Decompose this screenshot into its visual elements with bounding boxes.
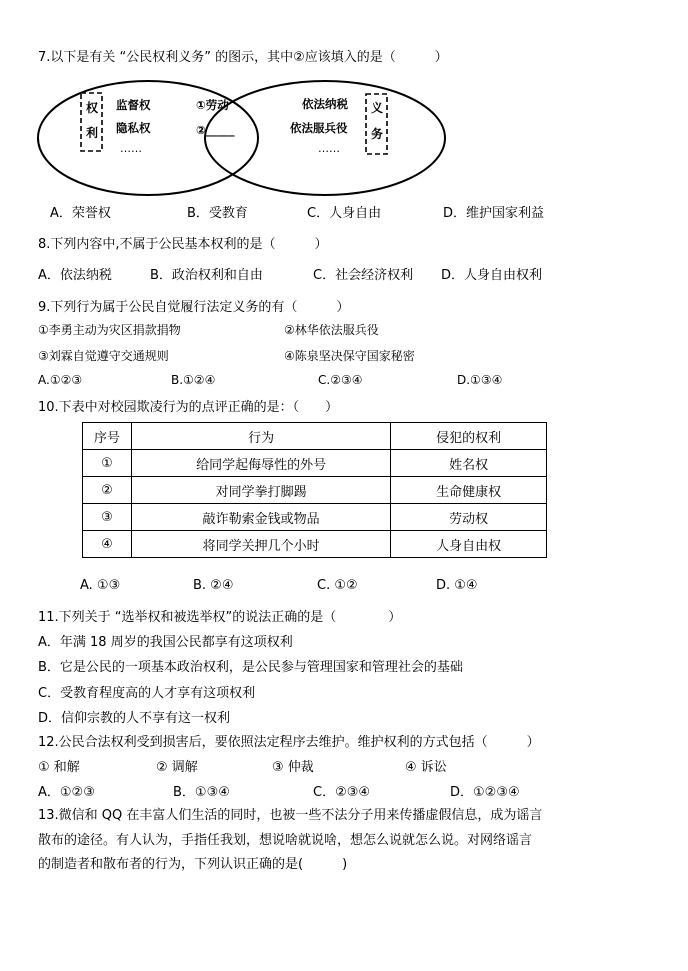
q12-option-c: C．②③④ (313, 785, 371, 800)
q8-option-d: D．人身自由权利 (441, 268, 543, 283)
q12-item-1: ① 和解 (38, 760, 80, 775)
q11-option-a: A．年满 18 周岁的我国公民都享有这项权利 (38, 635, 293, 650)
table-header: 侵犯的权利 (391, 423, 547, 450)
q9-item-3: ③刘霖自觉遵守交通规则 (38, 349, 169, 363)
q12-item-3: ③ 仲裁 (272, 760, 314, 775)
q7-option-b: B．受教育 (187, 206, 248, 221)
q8-stem: 8.下列内容中,不属于公民基本权利的是（ ） (38, 237, 328, 252)
table-header: 行为 (131, 423, 390, 450)
table-row (83, 477, 547, 504)
q12-item-4: ④ 诉讼 (405, 760, 447, 775)
q13-line-1: 13.微信和 QQ 在丰富人们生活的同时，也被一些不法分子用来传播虚假信息，成为谣言 (38, 808, 543, 823)
q7-option-c: C．人身自由 (307, 206, 382, 221)
table-cell: ④ (83, 531, 132, 558)
q10-stem: 10.下表中对校园欺凌行为的点评正确的是：（ ） (38, 400, 339, 415)
right-item-2: 依法服兵役 (290, 121, 348, 135)
table-cell: 将同学关押几个小时 (131, 531, 390, 558)
q9-stem: 9.下列行为属于公民自觉履行法定义务的有（ ） (38, 300, 350, 315)
q13-line-2: 散布的途径。有人认为，手指任我划，想说啥就说啥，想怎么说就怎么说。对网络谣言 (38, 833, 533, 848)
table-cell: 敲诈勒索金钱或物品 (131, 504, 390, 531)
q11-option-b: B．它是公民的一项基本政治权利，是公民参与管理国家和管理社会的基础 (38, 660, 463, 675)
table-cell: ② (83, 477, 132, 504)
table-cell: 生命健康权 (391, 477, 547, 504)
q8-option-b: B．政治权利和自由 (150, 268, 263, 283)
q11-option-c: C．受教育程度高的人才享有这项权利 (38, 686, 256, 701)
q11-stem: 11.下列关于 “选举权和被选举权”的说法正确的是（ ） (38, 610, 402, 625)
table-cell: ① (83, 450, 132, 477)
q9-option-a: A.①②③ (38, 373, 83, 387)
q12-stem: 12.公民合法权利受到损害后，要依照法定程序去维护。维护权利的方式包括（ ） (38, 735, 540, 750)
table-header: 序号 (83, 423, 132, 450)
q8-option-c: C．社会经济权利 (313, 268, 414, 283)
q9-option-c: C.②③④ (318, 373, 363, 387)
q7-stem: 7.以下是有关 “公民权利义务” 的图示，其中②应该填入的是（ ） (38, 50, 448, 65)
q9-item-1: ①李勇主动为灾区捐款捐物 (38, 323, 181, 337)
middle-item-1: ①劳动 (196, 98, 229, 112)
table-cell: 姓名权 (391, 450, 547, 477)
right-item-1: 依法纳税 (302, 97, 348, 111)
q12-option-a: A．①②③ (38, 785, 95, 800)
middle-item-2: ②_____ (196, 123, 235, 137)
left-item-2: 隐私权 (116, 121, 151, 135)
right-item-3: …… (318, 142, 340, 155)
q9-item-4: ④陈泉坚决保守国家秘密 (284, 349, 415, 363)
q7-option-d: D．维护国家利益 (443, 206, 545, 221)
table-cell: 人身自由权 (391, 531, 547, 558)
table-row (83, 504, 547, 531)
q10-option-a: A. ①③ (80, 578, 121, 593)
table-cell: 给同学起侮辱性的外号 (131, 450, 390, 477)
q12-option-d: D．①②③④ (450, 785, 520, 800)
q10-option-d: D. ①④ (436, 578, 478, 593)
table-row (83, 531, 547, 558)
left-item-1: 监督权 (116, 98, 151, 112)
q8-option-a: A．依法纳税 (38, 268, 112, 283)
table-cell: 劳动权 (391, 504, 547, 531)
duties-char-2: 务 (370, 127, 384, 141)
q12-option-b: B．①③④ (173, 785, 230, 800)
q12-item-2: ② 调解 (156, 760, 198, 775)
table-header-row (83, 423, 547, 450)
table-cell: 对同学拳打脚踢 (131, 477, 390, 504)
q7-venn-diagram (36, 76, 448, 198)
rights-char-1: 权 (85, 101, 99, 115)
table-cell: ③ (83, 504, 132, 531)
duties-char-1: 义 (370, 101, 384, 115)
q10-table (82, 422, 547, 558)
table-row (83, 450, 547, 477)
rights-char-2: 利 (85, 126, 99, 140)
left-item-3: …… (120, 142, 142, 155)
q13-line-3: 的制造者和散布者的行为，下列认识正确的是( ) (38, 857, 348, 872)
q7-option-a: A．荣誉权 (50, 206, 111, 221)
q9-option-d: D.①③④ (457, 373, 503, 387)
q10-option-c: C. ①② (317, 578, 358, 593)
q10-option-b: B. ②④ (193, 578, 234, 593)
q11-option-d: D．信仰宗教的人不享有这一权利 (38, 711, 231, 726)
q9-option-b: B.①②④ (171, 373, 216, 387)
q9-item-2: ②林华依法服兵役 (284, 323, 379, 337)
